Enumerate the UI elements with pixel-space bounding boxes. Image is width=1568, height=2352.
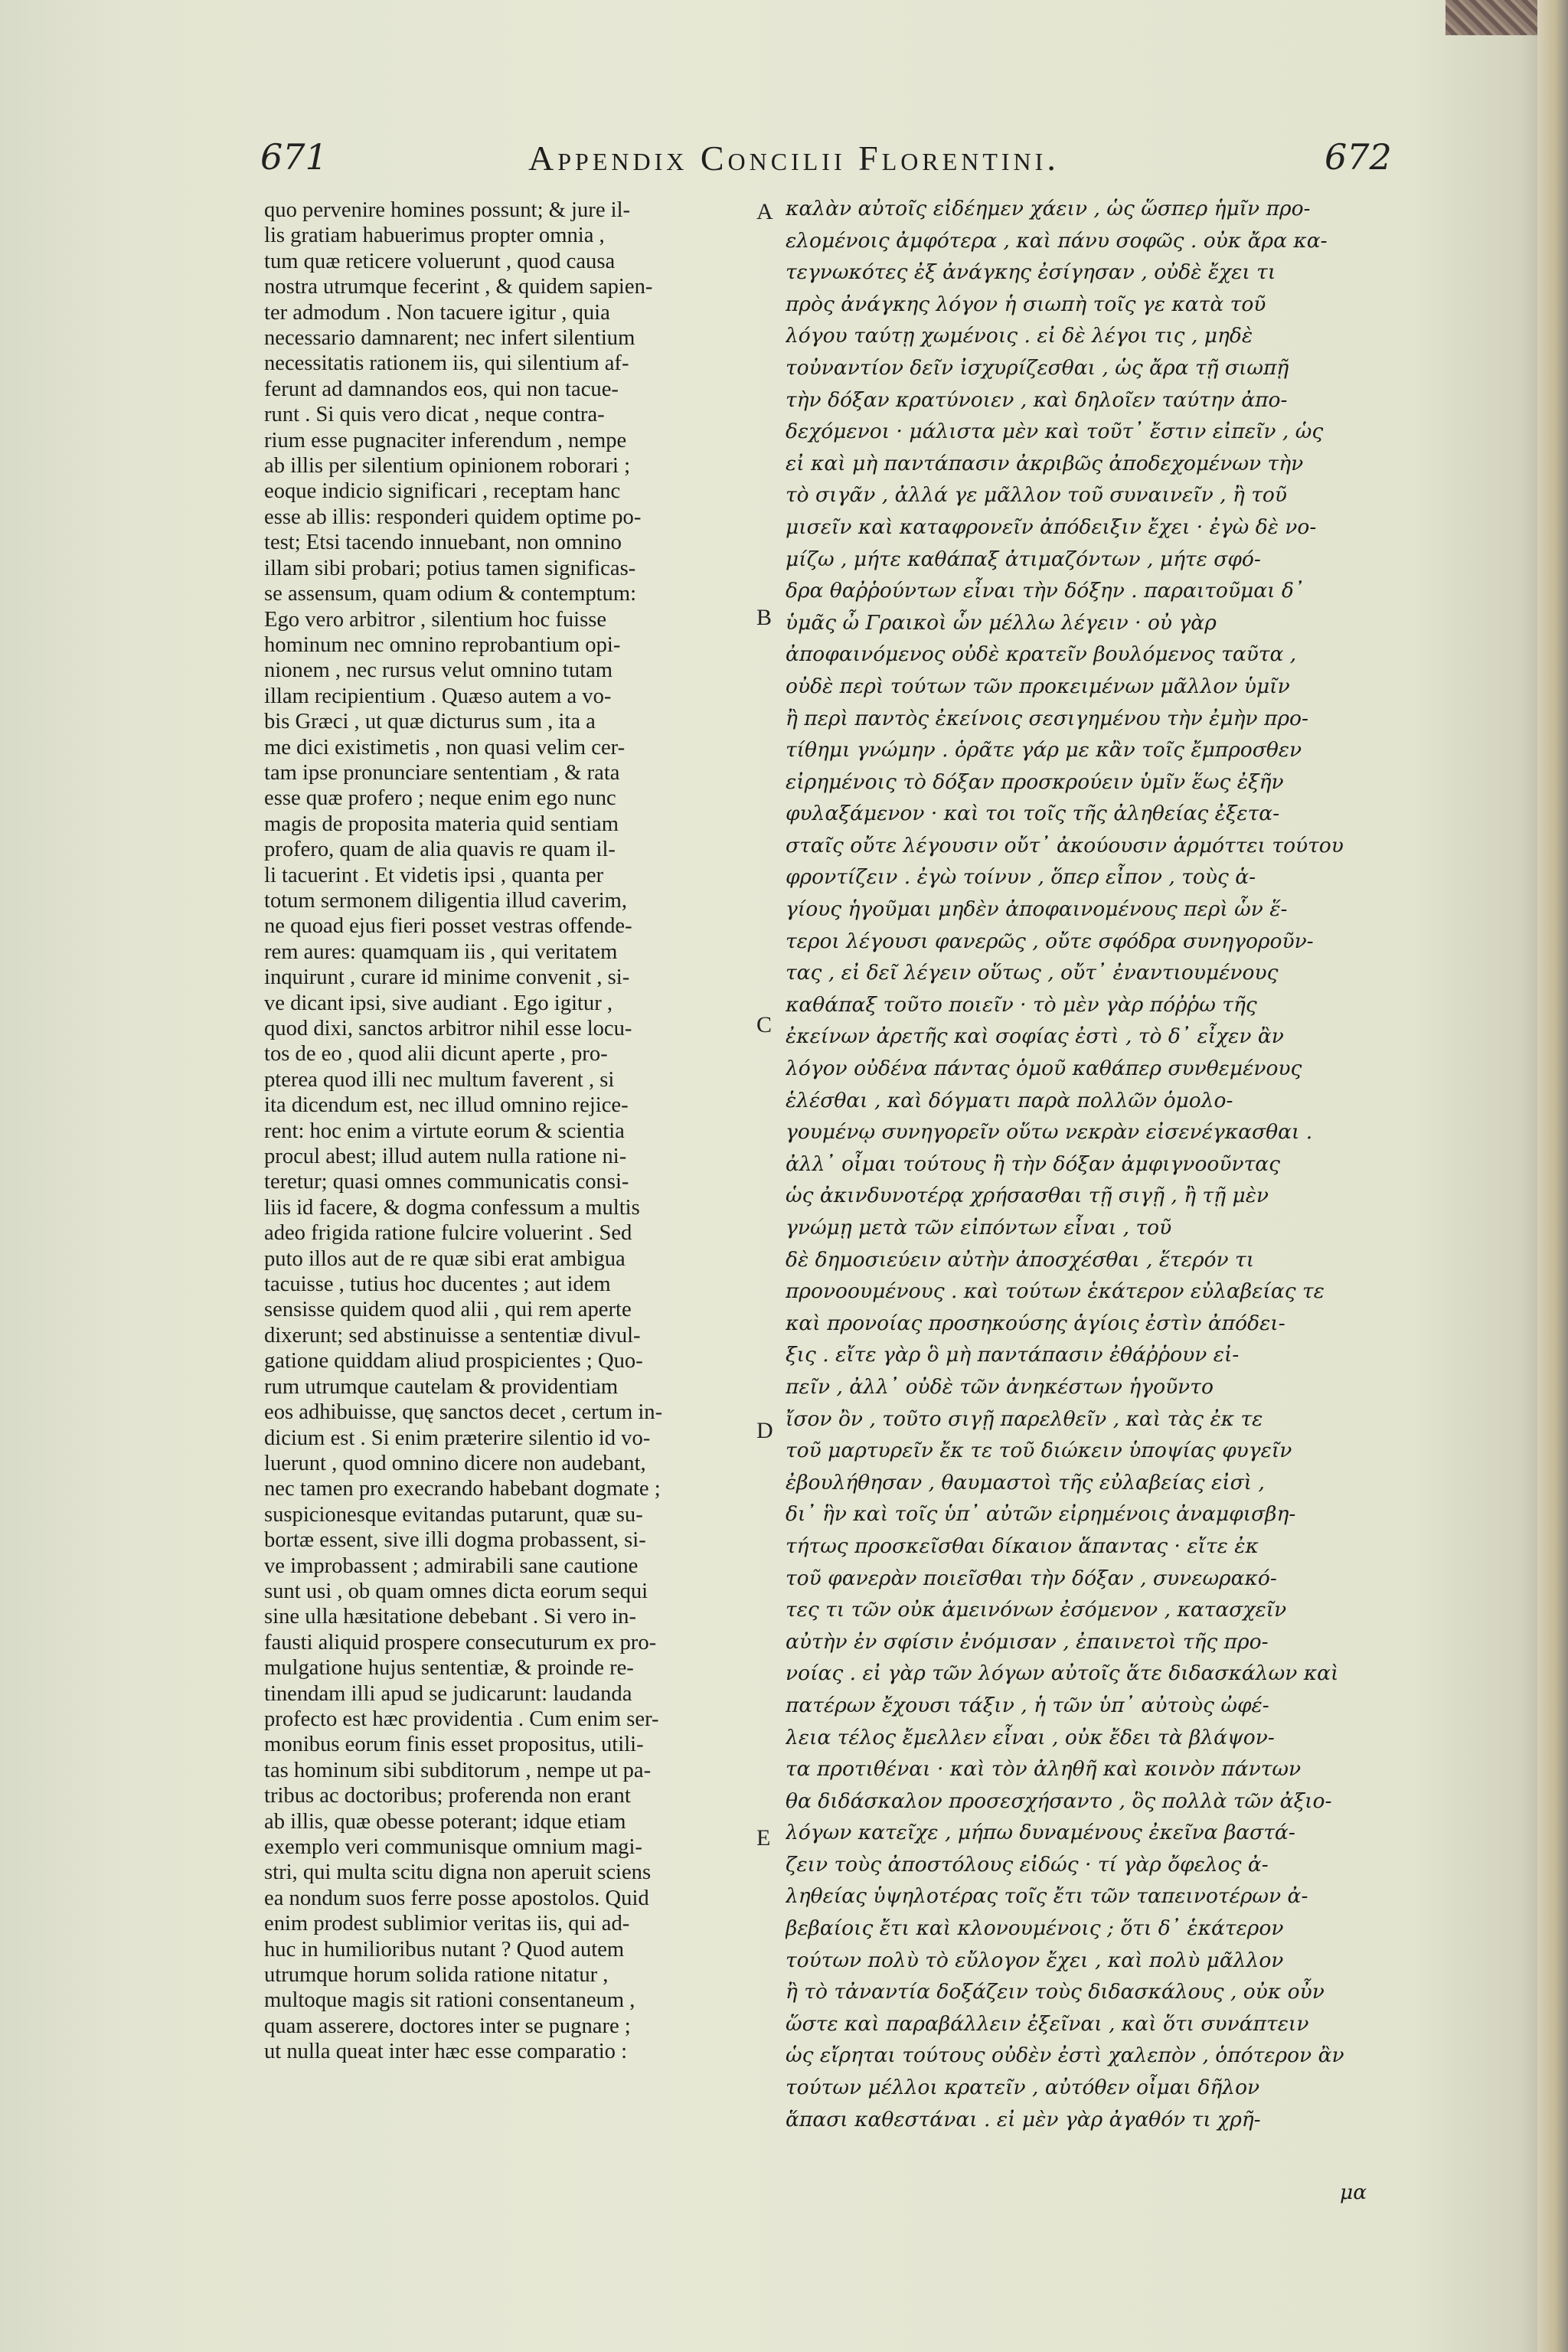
greek-text-line: πεῖν , ἀλλ᾽ οὐδὲ τῶν ἀνηκέστων ἡγοῦντο [786, 1374, 1214, 1399]
latin-text-line: luerunt , quod omnino dicere non audebant, [264, 1451, 646, 1475]
greek-text-line: βεβαίοις ἔτι καὶ κλονουμένοις ; ὅτι δ᾽ ἑκάτερον [786, 1916, 1284, 1941]
greek-text-line: ὥστε καὶ παραβάλλειν ἐξεῖναι , καὶ ὅτι συνάπτειν [786, 2011, 1309, 2036]
greek-text-line: τεροι λέγουσι φανερῶς , οὔτε σφόδρα συνηγοροῦν- [786, 929, 1314, 953]
greek-text-line: ἀλλ᾽ οἶμαι τούτους ἢ τὴν δόξαν ἀμφιγνοοῦντας [786, 1152, 1280, 1176]
greek-text-line: τας , εἰ δεῖ λέγειν οὕτως , οὔτ᾽ ἐναντιουμένους [786, 961, 1279, 985]
latin-text-line: ea nondum suos ferre posse apostolos. Quid [264, 1886, 649, 1910]
latin-text-line: ita dicendum est, nec illud omnino rejice- [264, 1093, 629, 1118]
greek-text-line: τοῦ φανερὰν ποιεῖσθαι τὴν δόξαν , συνεωρακό- [786, 1566, 1277, 1590]
latin-text-line: ferunt ad damnandos eos, qui non tacue- [264, 377, 619, 401]
latin-text-line: quo pervenire homines possunt; & jure il- [264, 198, 631, 222]
latin-text-line: sine ulla hæsitatione debebant . Si vero in- [264, 1605, 636, 1629]
latin-text-line: enim prodest sublimior veritas iis, qui ad- [264, 1912, 630, 1936]
greek-text-line: εἰρημένοις τὸ δόξαν προσκρούειν ὑμῖν ἕως ἐξῆν [786, 769, 1284, 794]
greek-text-line: ξις . εἴτε γὰρ ὃ μὴ παντάπασιν ἐθάῤῥουν εἰ- [786, 1343, 1240, 1367]
latin-text-line: puto illos aut de re quæ sibi erat ambigua [264, 1246, 626, 1271]
greek-text-line: τίθημι γνώμην . ὁρᾶτε γάρ με κἂν τοῖς ἔμπροσθεν [786, 738, 1302, 763]
latin-text-line: rent: hoc enim a virtute eorum & scientia [264, 1119, 625, 1143]
greek-text-line: φροντίζειν . ἐγὼ τοίνυν , ὅπερ εἶπον , τοὺς ἁ- [786, 865, 1256, 890]
greek-text-line: δεχόμενοι · μάλιστα μὲν καὶ τοῦτ᾽ ἔστιν εἰπεῖν , ὡς [786, 420, 1324, 444]
greek-text-line: τούτων μέλλοι κρατεῖν , αὐτόθεν οἶμαι δῆλον [786, 2076, 1260, 2100]
greek-text-line: πρὸς ἀνάγκης λόγον ἡ σιωπὴ τοῖς γε κατὰ τοῦ [786, 292, 1266, 316]
greek-text-line: σταῖς οὔτε λέγουσιν οὔτ᾽ ἀκούουσιν ἁρμόττει τούτου [786, 833, 1344, 858]
greek-text-line: τούτων πολὺ τὸ εὔλογον ἔχει , καὶ πολὺ μᾶλλον [786, 1948, 1284, 1972]
greek-text-line: λόγον οὐδένα πάντας ὁμοῦ καθάπερ συνθεμένους [786, 1057, 1302, 1081]
latin-text-line: teretur; quasi omnes communicatis consi- [264, 1170, 629, 1194]
latin-text-line: Ego vero arbitror , silentium hoc fuisse [264, 607, 607, 632]
greek-text-line: τες τι τῶν οὐκ ἀμεινόνων ἐσόμενον , κατασχεῖν [786, 1598, 1287, 1622]
greek-text-line: καλὰν αὐτοῖς εἰδέημεν χάειν , ὡς ὥσπερ ἡμῖν προ- [786, 197, 1311, 220]
margin-letter-d: D [756, 1418, 773, 1443]
catchword: μα [1340, 2180, 1367, 2204]
latin-text-line: lis gratiam habuerimus propter omnia , [264, 224, 605, 248]
greek-text-line: ἅπασι καθεστάναι . εἰ μὲν γὰρ ἀγαθόν τι χρῆ- [786, 2107, 1261, 2132]
latin-text-line: sensisse quidem quod alii , qui rem aperte [264, 1298, 632, 1322]
greek-text-line: προνοουμένους . καὶ τούτων ἑκάτερον εὐλαβείας τε [786, 1279, 1325, 1304]
greek-text-line: τὴν δόξαν κρατύνοιεν , καὶ δηλοῖεν ταύτην ἀπο- [786, 387, 1288, 412]
latin-text-line: test; Etsi tacendo innuebant, non omnino [264, 531, 622, 555]
greek-column [786, 193, 1421, 2184]
greek-text-line: ἢ περὶ παντὸς ἐκείνοις σεσιγημένου τὴν ἐμὴν προ- [786, 706, 1308, 730]
greek-text-line: λεια τέλος ἔμελλεν εἶναι , οὐκ ἔδει τὰ βλάψον- [786, 1725, 1275, 1749]
latin-text-line: monibus eorum finis esset propositus, utili- [264, 1733, 644, 1757]
page-number-right: 672 [1325, 136, 1392, 178]
latin-text-line: ne quoad ejus fieri posset vestras offende- [264, 914, 632, 939]
latin-text-line: illam sibi probari; potius tamen significas- [264, 556, 636, 580]
greek-text-line: μισεῖν καὶ καταφρονεῖν ἀπόδειξιν ἔχει · ἐγὼ δὲ νο- [786, 514, 1317, 539]
greek-text-line: φυλαξάμενον · καὶ τοι τοῖς τῆς ἀληθείας ἐξετα- [786, 802, 1280, 826]
greek-text-line: οὐδὲ περὶ τούτων τῶν προκειμένων μᾶλλον ὑμῖν [786, 674, 1290, 698]
greek-text-line: ὑμᾶς ὦ Γραικοὶ ὧν μέλλω λέγειν · οὐ γὰρ [786, 610, 1217, 635]
greek-text-line: μίζω , μήτε καθάπαξ ἀτιμαζόντων , μήτε σφό- [786, 547, 1261, 571]
latin-text-line: tos de eo , quod alii dicunt aperte , pro- [264, 1042, 608, 1067]
latin-text-line: multoque magis sit rationi consentaneum , [264, 1988, 635, 2013]
latin-text-line: eoque indicio significari , receptam hanc [264, 479, 621, 504]
greek-text-line: καὶ προνοίας προσηκούσης ἁγίοις ἐστὶν ἀπόδει- [786, 1311, 1285, 1335]
greek-text-line: γίους ἡγοῦμαι μηδὲν ἀποφαινομένους περὶ ὧν ἕ- [786, 897, 1288, 922]
margin-letter-c: C [756, 1012, 773, 1037]
latin-text-line: rem aures: quamquam iis , qui veritatem [264, 939, 618, 964]
greek-text-line: δι᾽ ἣν καὶ τοῖς ὑπ᾽ αὐτῶν εἰρημένοις ἀναμφισβη- [786, 1502, 1296, 1527]
greek-text-line: ἐκείνων ἀρετῆς καὶ σοφίας ἐστὶ , τὸ δ᾽ εἶχεν ἂν [786, 1024, 1284, 1049]
latin-text-line: quam asserere, doctores inter se pugnare ; [264, 2014, 631, 2038]
latin-text-line: bis Græci , ut quæ dicturus sum , ita a [264, 710, 596, 734]
latin-text-line: tam ipse pronunciare sententiam , & rata [264, 760, 620, 785]
greek-text-line: τήτως προσκεῖσθαι δίκαιον ἅπαντας · εἴτε ἐκ [786, 1534, 1259, 1558]
greek-text-line: καθάπαξ τοῦτο ποιεῖν · τὸ μὲν γὰρ πόῤῥω τῆς [786, 992, 1257, 1017]
greek-text-line: τεγνωκότες ἐξ ἀνάγκης ἐσίγησαν , οὐδὲ ἔχει τι [786, 260, 1276, 285]
latin-text-line: ve improbassent ; admirabili sane cautione [264, 1553, 639, 1578]
greek-text-line: ἑλέσθαι , καὶ δόγματι παρὰ πολλῶν ὁμολο- [786, 1088, 1233, 1112]
latin-text-line: quod dixi, sanctos arbitror nihil esse locu- [264, 1017, 632, 1040]
latin-text-line: procul abest; illud autem nulla ratione ni- [264, 1145, 627, 1169]
latin-text-line: profero, quam de alia quavis re quam il- [264, 838, 616, 862]
latin-text-line: esse ab illis: responderi quidem optime po- [264, 505, 642, 529]
greek-text-line: τοὐναντίον δεῖν ἰσχυρίζεσθαι , ὡς ἄρα τῇ σιωπῇ [786, 355, 1289, 380]
latin-text-line: stri, qui multa scitu digna non aperuit sciens [264, 1860, 652, 1885]
latin-text-line: dixerunt; sed abstinuisse a sententiæ divul- [264, 1323, 641, 1348]
greek-text-line: ληθείας ὑψηλοτέρας τοῖς ἔτι τῶν ταπεινοτέρων ἀ- [786, 1884, 1308, 1909]
latin-text-line: ut nulla queat inter hæc esse comparatio : [264, 2040, 628, 2064]
latin-text-line: utrumque horum solida ratione nitatur , [264, 1963, 609, 1988]
latin-text-line: rium esse pugnaciter inferendum , nempe [264, 428, 627, 452]
greek-text-line: ἐβουλήθησαν , θαυμαστοὶ τῆς εὐλαβείας εἰσὶ , [786, 1470, 1265, 1494]
margin-letter-b: B [756, 605, 773, 630]
greek-text-line: ἴσον ὂν , τοῦτο σιγῇ παρελθεῖν , καὶ τὰς ἐκ τε [786, 1406, 1263, 1431]
latin-text-line: sunt usi , ob quam omnes dicta eorum sequi [264, 1579, 648, 1603]
greek-text-line: πατέρων ἔχουσι τάξιν , ἡ τῶν ὑπ᾽ αὐτοὺς ὠφέ- [786, 1693, 1269, 1717]
latin-text-line: liis id facere, & dogma confessum a multis [264, 1195, 640, 1220]
latin-text-line: runt . Si quis vero dicat , neque contra- [264, 403, 605, 427]
latin-text-line: exemplo veri communisque omnium magi- [264, 1835, 642, 1859]
margin-letter-a: A [756, 199, 773, 224]
running-head-title: Appendix Concilii Florentini. [528, 139, 1060, 178]
latin-text-line: rum utrumque cautelam & providentiam [264, 1374, 619, 1399]
latin-text-line: tas hominum sibi subditorum , nempe ut pa- [264, 1758, 652, 1782]
latin-text-line: bortæ essent, sive illi dogma probassent, si- [264, 1528, 646, 1553]
latin-text-line: necessario damnarent; nec infert silentium [264, 326, 635, 351]
greek-text-line: λόγου ταύτῃ χωμένοις . εἰ δὲ λέγοι τις , μηδὲ [786, 324, 1253, 348]
latin-text-line: illam recipientium . Quæso autem a vo- [264, 684, 612, 708]
greek-text-line: θα διδάσκαλον προσεσχήσαντο , ὃς πολλὰ τῶν ἀξιο- [786, 1788, 1332, 1813]
latin-text-line: suspicionesque evitandas putarunt, quæ su- [264, 1502, 643, 1527]
latin-text-line: magis de proposita materia quid sentiam [264, 812, 619, 836]
greek-text-line: ὡς εἴρηται τούτους οὐδὲν ἐστὶ χαλεπὸν , ὁπότερον ἂν [786, 2043, 1344, 2068]
greek-text-line: εἰ καὶ μὴ παντάπασιν ἀκριβῶς ἀποδεχομένων τὴν [786, 451, 1304, 475]
latin-text-line: tinendam illi apud se judicarunt: laudanda [264, 1681, 632, 1706]
latin-text-line: inquirunt , curare id minime convenit , si- [264, 965, 630, 990]
latin-text-line: dicium est . Si enim præterire silentio id vo- [264, 1426, 651, 1450]
latin-text-line: tribus ac doctoribus; proferenda non erant [264, 1784, 631, 1808]
latin-text-line: se assensum, quam odium & contemptum: [264, 582, 637, 606]
greek-text-line: ἢ τὸ τἀναντία δοξάζειν τοὺς διδασκάλους , οὐκ οὖν [786, 1980, 1325, 2004]
latin-text-line: profecto est hæc providentia . Cum enim ser- [264, 1707, 659, 1731]
margin-letter-e: E [756, 1825, 771, 1851]
greek-text-line: τὸ σιγᾶν , ἀλλά γε μᾶλλον τοῦ συναινεῖν , ἢ τοῦ [786, 483, 1287, 508]
latin-text-line: necessitatis rationem iis, qui silentium af- [264, 351, 629, 376]
latin-text-line: nostra utrumque fecerint , & quidem sapien- [264, 275, 653, 299]
greek-text-line: δρα θαῤῥούντων εἶναι τὴν δόξην . παραιτοῦμαι δ᾽ [786, 579, 1305, 603]
greek-text-line: γουμένῳ συνηγορεῖν οὕτω νεκρὰν εἰσενέγκασθαι . [786, 1120, 1313, 1145]
greek-text-line: ζειν τοὺς ἀποστόλους εἰδώς · τί γὰρ ὄφελος ἀ- [786, 1852, 1269, 1877]
latin-text-line: pterea quod illi nec multum faverent , si [264, 1067, 615, 1092]
greek-text-line: αὐτὴν ἐν σφίσιν ἐνόμισαν , ἐπαινετοὶ τῆς προ- [786, 1629, 1269, 1654]
greek-text-line: τα προτιθέναι · καὶ τὸν ἀληθῆ καὶ κοινὸν πάντων [786, 1757, 1302, 1782]
latin-text-line: ve dicant ipsi, sive audiant . Ego igitur , [264, 991, 613, 1015]
greek-text-line: γνώμῃ μετὰ τῶν εἰπόντων εἶναι , τοῦ [786, 1216, 1172, 1240]
latin-text-line: ab illis per silentium opinionem roborari ; [264, 454, 631, 479]
latin-text-line: gatione quiddam aliud prospicientes ; Quo- [264, 1349, 643, 1374]
page-edge [1537, 0, 1568, 2352]
latin-text-line: eos adhibuisse, quę sanctos decet , certum in- [264, 1400, 663, 1425]
latin-text-line: fausti aliquid prospere consecuturum ex pro- [264, 1630, 657, 1655]
latin-text-line: tum quæ reticere voluerunt , quod causa [264, 249, 616, 273]
latin-text-line: huc in humilioribus nutant ? Quod autem [264, 1937, 625, 1962]
latin-text-line: me dici existimetis , non quasi velim cer- [264, 735, 626, 760]
latin-text-line: ter admodum . Non tacuere igitur , quia [264, 300, 610, 325]
greek-text-line: ελομένοις ἀμφότερα , καὶ πάνυ σοφῶς . οὐκ ἄρα κα- [786, 228, 1328, 253]
greek-text-line: ὡς ἀκινδυνοτέρᾳ χρήσασθαι τῇ σιγῇ , ἢ τῇ μὲν [786, 1184, 1269, 1208]
latin-text-line: totum sermonem diligentia illud caverim, [264, 888, 628, 913]
greek-text-line: δὲ δημοσιεύειν αὐτὴν ἀποσχέσθαι , ἕτερόν τι [786, 1247, 1255, 1272]
page-number-left: 671 [260, 136, 328, 178]
latin-text-line: nec tamen pro execrando habebant dogmate ; [264, 1477, 661, 1501]
latin-text-line: li tacuerint . Et videtis ipsi , quanta per [264, 863, 604, 887]
greek-text-line: λόγων κατεῖχε , μήπω δυναμένους ἐκεῖνα βαστά- [786, 1821, 1295, 1845]
latin-text-line: mulgatione hujus sententiæ, & proinde re- [264, 1656, 634, 1681]
greek-text-line: τοῦ μαρτυρεῖν ἔκ τε τοῦ διώκειν ὑποψίας φυγεῖν [786, 1439, 1292, 1463]
greek-text-line: νοίας . εἰ γὰρ τῶν λόγων αὐτοῖς ἅτε διδασκάλων καὶ [786, 1661, 1339, 1686]
latin-text-line: adeo frigida ratione fulcire voluerint . Sed [264, 1221, 632, 1246]
latin-column [264, 198, 745, 2188]
latin-text-line: ab illis, quæ obesse poterant; idque etiam [264, 1809, 626, 1834]
greek-text-line: ἀποφαινόμενος οὐδὲ κρατεῖν βουλόμενος ταῦτα , [786, 642, 1297, 667]
latin-text-line: hominum nec omnino reprobantium opi- [264, 632, 621, 657]
latin-text-line: tacuisse , tutius hoc ducentes ; aut idem [264, 1272, 611, 1297]
latin-text-line: esse quæ profero ; neque enim ego nunc [264, 786, 616, 811]
latin-text-line: nionem , nec rursus velut omnino tutam [264, 658, 613, 683]
